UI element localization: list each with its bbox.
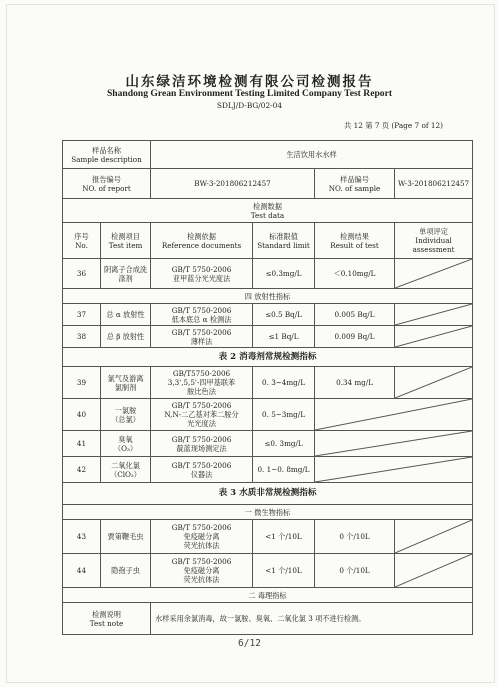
result-assessment-crossed	[315, 431, 473, 457]
sample-no-value: W-3-201806212457	[395, 169, 473, 199]
result-assessment-crossed	[315, 399, 473, 431]
report-table	[62, 140, 473, 635]
table-row: 41 臭氧 （O₃） GB/T 5750-2006 靛蓝现场测定法 ≤0. 3mg/L	[63, 431, 473, 457]
section-microbiology: 一 微生物指标	[63, 505, 473, 520]
table3-title: 表 3 水质非常规检测指标	[63, 483, 473, 505]
test-note-label: 检测说明 Test note	[63, 603, 151, 635]
table-row: 40 一氯胺 （总氯） GB/T 5750-2006 N,N-二乙基对苯二胺分 光光度法 0. 5~3mg/L	[63, 399, 473, 431]
col-header-assessment: 单项评定 Individual assessment	[395, 223, 473, 259]
assessment-cell	[395, 259, 473, 289]
strike-line	[395, 326, 472, 347]
report-no-label: 报告编号 NO. of report	[63, 169, 151, 199]
sample-no-label: 样品编号 NO. of sample	[315, 169, 395, 199]
column-header-row	[63, 223, 473, 259]
sample-row	[63, 141, 473, 169]
assessment-cell	[395, 520, 473, 554]
strike-line	[395, 259, 472, 288]
strike-line	[395, 367, 472, 398]
sample-value: 生活饮用水水样	[151, 141, 473, 169]
assessment-cell	[395, 554, 473, 588]
page-info: 共 12 第 7 页 (Page 7 of 12)	[343, 121, 443, 130]
table-row: 42 二氧化氯 （ClO₂） GB/T 5750-2006 仪器法 0. 1~0. 8mg/L	[63, 457, 473, 483]
col-header-no: 序号 No.	[63, 223, 101, 259]
table-row: 43 贾第鞭毛虫 GB/T 5750-2006 免疫磁分离 荧光抗体法 <1 个/10L 0 个/10L	[63, 520, 473, 554]
report-no-value: BW-3-201806212457	[151, 169, 315, 199]
col-header-result: 检测结果 Result of test	[315, 223, 395, 259]
strike-line	[395, 520, 472, 553]
document-code: SDLJ/D-BG/02-04	[216, 101, 283, 110]
sample-label: 样品名称 Sample description	[63, 141, 151, 169]
col-header-limit: 标准限值 Standard limit	[253, 223, 315, 259]
report-title-cn: 山东绿洁环境检测有限公司检测报告	[125, 74, 374, 90]
strike-line	[315, 431, 472, 456]
table2-title: 表 2 消毒剂常规检测指标	[63, 348, 473, 367]
table-row: 38 总 β 放射性 GB/T 5750-2006 薄样法 ≤1 Bq/L 0.009 Bq/L	[63, 326, 473, 348]
test-data-heading: 检测数据 Test data	[63, 199, 473, 223]
section-row	[63, 505, 473, 520]
section-radioactivity: 四 放射性指标	[63, 289, 473, 304]
test-data-row	[63, 199, 473, 223]
col-header-reference: 检测依据 Reference documents	[151, 223, 253, 259]
report-title-en: Shandong Grean Environment Testing Limited Company Test Report	[106, 88, 393, 99]
table-row: 44 隐孢子虫 GB/T 5750-2006 免疫磁分离 荧光抗体法 <1 个/10L 0 个/10L	[63, 554, 473, 588]
strike-line	[395, 554, 472, 587]
test-note-row	[63, 603, 473, 635]
strike-line	[395, 304, 472, 325]
table-row: 36 阴离子合成洗涤剂 GB/T 5750-2006 亚甲蓝分光光度法 ≤0.3mg/L ＜0.10mg/L	[63, 259, 473, 289]
strike-line	[315, 457, 472, 482]
assessment-cell	[395, 304, 473, 326]
table-title-row	[63, 483, 473, 505]
section-toxicology: 二 毒理指标	[63, 588, 473, 603]
report-number-row	[63, 169, 473, 199]
strike-line	[315, 399, 472, 430]
assessment-cell	[395, 367, 473, 399]
test-note-text: 水样采用余氯消毒，故一氯胺、臭氧、二氧化氯 3 项不进行检测。	[151, 603, 473, 635]
table-title-row	[63, 348, 473, 367]
table-row: 37 总 α 放射性 GB/T 5750-2006 低本底总 α 检测法 ≤0.5 Bq/L 0.005 Bq/L	[63, 304, 473, 326]
section-row	[63, 588, 473, 603]
assessment-cell	[395, 326, 473, 348]
page-footer: 6/12	[238, 638, 261, 649]
table-row: 39 氯气及游离 氯制剂 GB/T5750-2006 3,3',5,5'-四甲基联苯 胺比色法 0. 3~4mg/L 0.34 mg/L	[63, 367, 473, 399]
section-row	[63, 289, 473, 304]
col-header-item: 检测项目 Test item	[101, 223, 151, 259]
result-assessment-crossed	[315, 457, 473, 483]
